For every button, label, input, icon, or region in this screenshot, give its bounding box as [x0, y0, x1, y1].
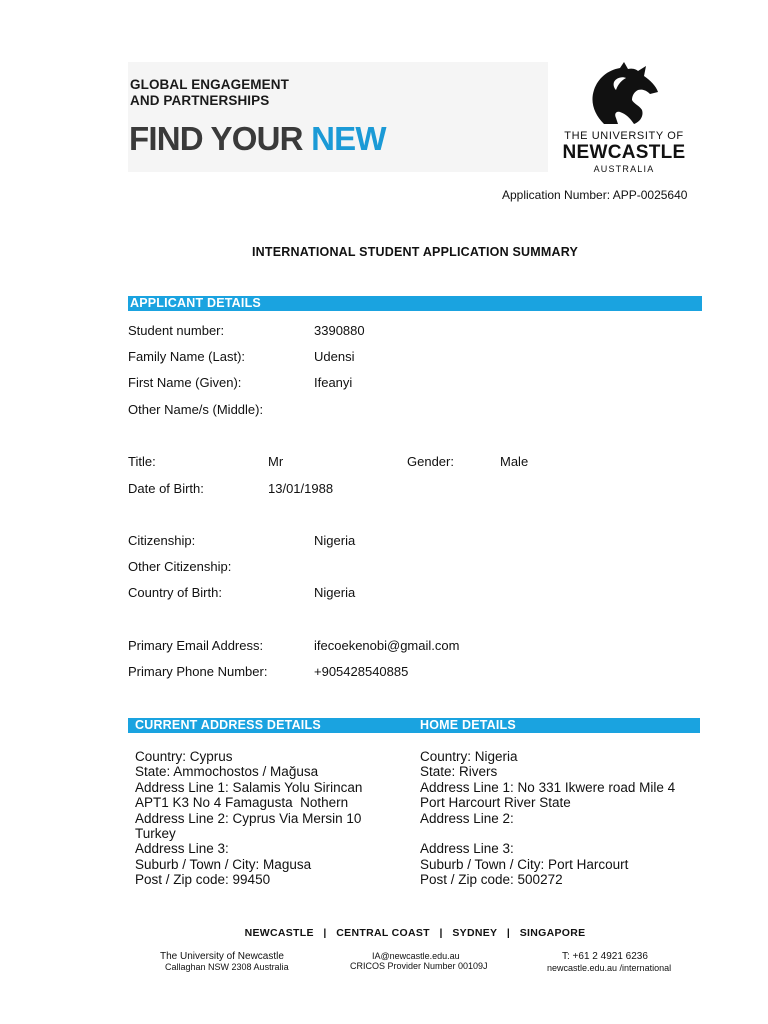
family-name-value: Udensi [314, 349, 355, 364]
phone-label: Primary Phone Number: [128, 664, 268, 679]
current-address-line: State: Ammochostos / Mağusa [135, 764, 319, 780]
current-address-line: Country: Cyprus [135, 749, 233, 764]
footer-campuses: NEWCASTLE | CENTRAL COAST | SYDNEY | SINGAPORE [244, 927, 586, 939]
tagline-part-2: NEW [311, 120, 386, 157]
current-address-line: Address Line 3: [135, 841, 229, 857]
first-name-value: Ifeanyi [314, 375, 353, 390]
current-address-line: APT1 K3 No 4 Famagusta Nothern [135, 795, 349, 811]
footer-email: IA@newcastle.edu.au [372, 951, 460, 961]
current-address-line: Suburb / Town / City: Magusa [135, 856, 312, 872]
student-number-value: 3390880 [314, 323, 365, 338]
document-title: INTERNATIONAL STUDENT APPLICATION SUMMARY [251, 245, 579, 259]
header-line-1: GLOBAL ENGAGEMENT [130, 77, 289, 92]
title-label: Title: [128, 454, 156, 469]
footer-cricos: CRICOS Provider Number 00109J [350, 961, 488, 971]
home-address-line: State: Rivers [420, 764, 498, 780]
footer-university-name: The University of Newcastle [160, 951, 284, 962]
country-of-birth-value: Nigeria [314, 585, 356, 600]
home-address-line: Post / Zip code: 500272 [420, 872, 563, 888]
home-address-block [420, 749, 675, 888]
citizenship-label: Citizenship: [128, 533, 196, 548]
tagline [129, 121, 386, 157]
current-address-line: Address Line 2: Cyprus Via Mersin 10 [135, 810, 362, 826]
current-address-block [135, 749, 362, 888]
dob-label: Date of Birth: [128, 481, 204, 496]
email-value: ifecoekenobi@gmail.com [314, 638, 460, 653]
home-address-line: Suburb / Town / City: Port Harcourt [420, 856, 629, 872]
first-name-label: First Name (Given): [128, 375, 242, 390]
footer-university-address: Callaghan NSW 2308 Australia [165, 962, 289, 972]
application-number: Application Number: APP-0025640 [502, 188, 688, 202]
dob-value: 13/01/1988 [268, 481, 334, 496]
applicant-details-heading: APPLICANT DETAILS [128, 296, 702, 311]
home-address-line: Port Harcourt River State [420, 795, 571, 811]
country-of-birth-label: Country of Birth: [128, 585, 222, 600]
home-address-line [420, 826, 675, 841]
home-details-heading: HOME DETAILS [414, 718, 700, 733]
phone-value: +905428540885 [314, 664, 409, 679]
home-address-line: Address Line 3: [420, 841, 514, 857]
header-line-2: AND PARTNERSHIPS [130, 93, 270, 108]
tagline-part-1: FIND YOUR [129, 120, 303, 157]
current-address-line: Address Line 1: Salamis Yolu Sirincan [135, 779, 363, 795]
university-crest-icon [586, 62, 660, 128]
student-number-label: Student number: [128, 323, 225, 338]
gender-label: Gender: [407, 454, 454, 469]
family-name-label: Family Name (Last): [128, 349, 246, 364]
email-label: Primary Email Address: [128, 638, 264, 653]
home-address-line: Address Line 1: No 331 Ikwere road Mile 4 [420, 779, 676, 795]
home-address-line: Country: Nigeria [420, 749, 518, 764]
footer-phone: T: +61 2 4921 6236 [562, 951, 648, 962]
gender-value: Male [500, 454, 529, 469]
footer-web: newcastle.edu.au /international [547, 963, 672, 973]
current-address-heading: CURRENT ADDRESS DETAILS [128, 718, 416, 733]
title-value: Mr [268, 454, 284, 469]
current-address-line: Post / Zip code: 99450 [135, 872, 271, 888]
logo-australia: AUSTRALIA [593, 164, 655, 174]
current-address-line: Turkey [135, 826, 176, 842]
citizenship-value: Nigeria [314, 533, 356, 548]
logo-the-university-of: THE UNIVERSITY OF [564, 130, 684, 142]
other-citizenship-label: Other Citizenship: [128, 559, 232, 574]
logo-newcastle: NEWCASTLE [562, 142, 686, 163]
home-address-line: Address Line 2: [420, 810, 514, 826]
other-names-label: Other Name/s (Middle): [128, 402, 264, 417]
